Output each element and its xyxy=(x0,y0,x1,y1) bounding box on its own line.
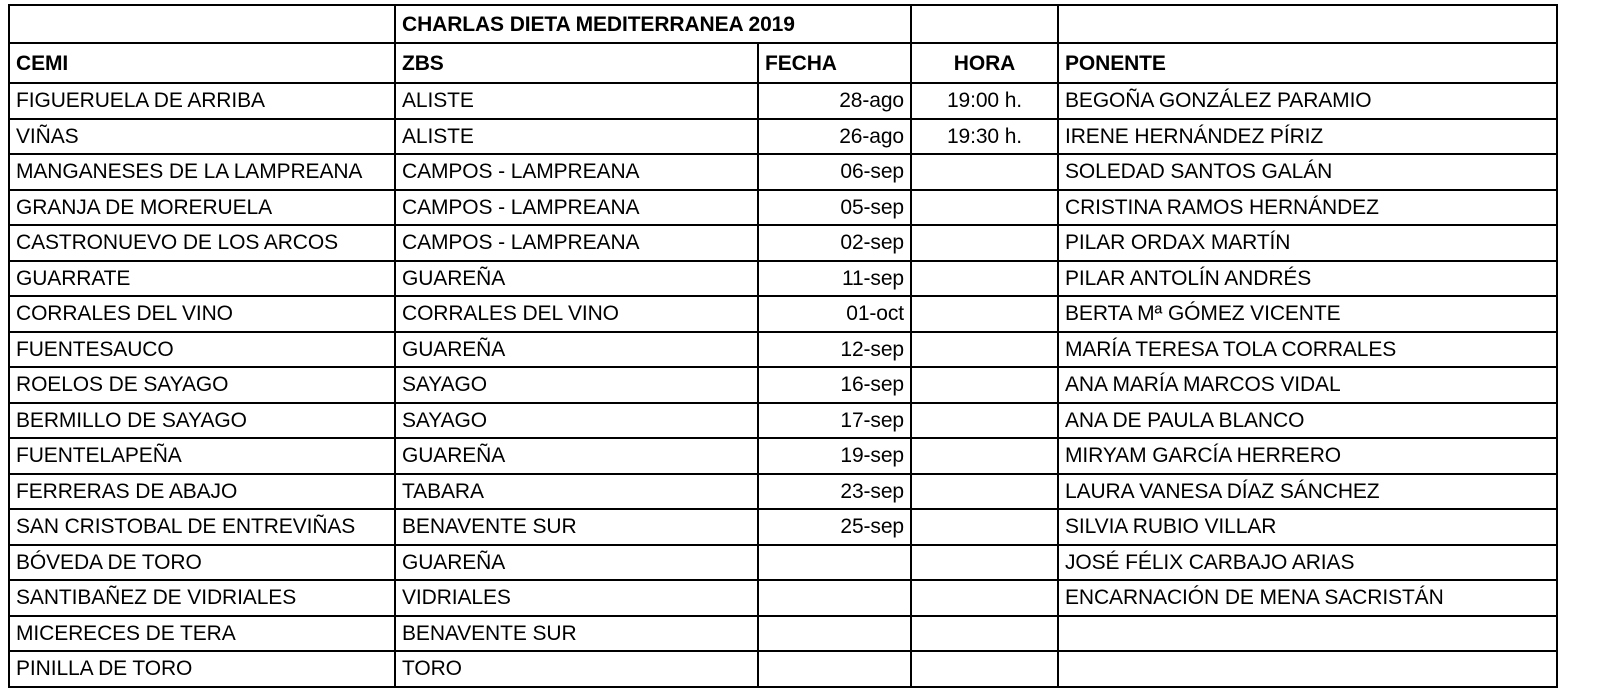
column-header-zbs: ZBS xyxy=(395,43,758,83)
cell-fecha[interactable]: 05-sep xyxy=(758,190,911,226)
cell-zbs[interactable]: GUAREÑA xyxy=(395,261,758,297)
cell-zbs[interactable]: SAYAGO xyxy=(395,403,758,439)
cell-hora[interactable] xyxy=(911,367,1058,403)
cell-ponente[interactable]: PILAR ANTOLÍN ANDRÉS xyxy=(1058,261,1557,297)
cell-zbs[interactable]: CAMPOS - LAMPREANA xyxy=(395,190,758,226)
cell-zbs[interactable]: SAYAGO xyxy=(395,367,758,403)
cell-fecha[interactable]: 06-sep xyxy=(758,154,911,190)
cell-cemi[interactable]: SAN CRISTOBAL DE ENTREVIÑAS xyxy=(9,509,395,545)
cell-cemi[interactable]: GRANJA DE MORERUELA xyxy=(9,190,395,226)
cell-cemi[interactable]: FIGUERUELA DE ARRIBA xyxy=(9,83,395,119)
cell-ponente[interactable]: LAURA VANESA DÍAZ SÁNCHEZ xyxy=(1058,474,1557,510)
cell-cemi[interactable]: BERMILLO DE SAYAGO xyxy=(9,403,395,439)
cell-hora[interactable] xyxy=(911,651,1058,687)
cell-zbs[interactable]: ALISTE xyxy=(395,119,758,155)
cell-fecha[interactable] xyxy=(758,651,911,687)
cell-zbs[interactable]: GUAREÑA xyxy=(395,438,758,474)
cell-hora[interactable] xyxy=(911,154,1058,190)
cell-ponente[interactable]: SOLEDAD SANTOS GALÁN xyxy=(1058,154,1557,190)
cell-zbs[interactable]: GUAREÑA xyxy=(395,332,758,368)
column-header-hora: HORA xyxy=(911,43,1058,83)
table-row xyxy=(9,403,1557,439)
cell-ponente[interactable]: CRISTINA RAMOS HERNÁNDEZ xyxy=(1058,190,1557,226)
cell-zbs[interactable]: BENAVENTE SUR xyxy=(395,509,758,545)
title-row-empty-hora[interactable] xyxy=(911,5,1058,43)
cell-cemi[interactable]: ROELOS DE SAYAGO xyxy=(9,367,395,403)
cell-fecha[interactable]: 12-sep xyxy=(758,332,911,368)
cell-hora[interactable] xyxy=(911,580,1058,616)
cell-hora[interactable] xyxy=(911,332,1058,368)
cell-zbs[interactable]: VIDRIALES xyxy=(395,580,758,616)
cell-fecha[interactable]: 25-sep xyxy=(758,509,911,545)
cell-fecha[interactable]: 19-sep xyxy=(758,438,911,474)
table-row xyxy=(9,616,1557,652)
cell-ponente[interactable]: IRENE HERNÁNDEZ PÍRIZ xyxy=(1058,119,1557,155)
cell-cemi[interactable]: CORRALES DEL VINO xyxy=(9,296,395,332)
cell-fecha[interactable]: 28-ago xyxy=(758,83,911,119)
cell-zbs[interactable]: TABARA xyxy=(395,474,758,510)
document-title: CHARLAS DIETA MEDITERRANEA 2019 xyxy=(395,5,911,43)
table-row xyxy=(9,367,1557,403)
cell-hora[interactable] xyxy=(911,438,1058,474)
cell-ponente[interactable] xyxy=(1058,616,1557,652)
cell-hora[interactable]: 19:00 h. xyxy=(911,83,1058,119)
table-row xyxy=(9,225,1557,261)
cell-fecha[interactable]: 11-sep xyxy=(758,261,911,297)
cell-ponente[interactable]: SILVIA RUBIO VILLAR xyxy=(1058,509,1557,545)
cell-hora[interactable] xyxy=(911,474,1058,510)
cell-hora[interactable] xyxy=(911,296,1058,332)
cell-cemi[interactable]: CASTRONUEVO DE LOS ARCOS xyxy=(9,225,395,261)
cell-hora[interactable] xyxy=(911,509,1058,545)
cell-fecha[interactable] xyxy=(758,545,911,581)
cell-hora[interactable] xyxy=(911,616,1058,652)
table-row xyxy=(9,580,1557,616)
schedule-table xyxy=(8,4,1558,688)
cell-zbs[interactable]: CAMPOS - LAMPREANA xyxy=(395,154,758,190)
cell-ponente[interactable]: ANA MARÍA MARCOS VIDAL xyxy=(1058,367,1557,403)
table-row xyxy=(9,154,1557,190)
table-row xyxy=(9,438,1557,474)
cell-fecha[interactable]: 16-sep xyxy=(758,367,911,403)
cell-zbs[interactable]: BENAVENTE SUR xyxy=(395,616,758,652)
column-header-ponente: PONENTE xyxy=(1058,43,1557,83)
cell-fecha[interactable] xyxy=(758,616,911,652)
cell-hora[interactable] xyxy=(911,403,1058,439)
table-row xyxy=(9,651,1557,687)
table-row xyxy=(9,190,1557,226)
cell-cemi[interactable]: MICERECES DE TERA xyxy=(9,616,395,652)
cell-ponente[interactable]: BERTA Mª GÓMEZ VICENTE xyxy=(1058,296,1557,332)
cell-zbs[interactable]: ALISTE xyxy=(395,83,758,119)
title-row-empty-cemi[interactable] xyxy=(9,5,395,43)
cell-cemi[interactable]: VIÑAS xyxy=(9,119,395,155)
column-header-fecha: FECHA xyxy=(758,43,911,83)
table-header-row xyxy=(9,43,1557,83)
cell-cemi[interactable]: FUENTESAUCO xyxy=(9,332,395,368)
title-row xyxy=(9,5,1557,43)
cell-cemi[interactable]: MANGANESES DE LA LAMPREANA xyxy=(9,154,395,190)
cell-hora[interactable] xyxy=(911,225,1058,261)
cell-ponente[interactable]: MIRYAM GARCÍA HERRERO xyxy=(1058,438,1557,474)
cell-fecha[interactable]: 17-sep xyxy=(758,403,911,439)
column-header-cemi: CEMI xyxy=(9,43,395,83)
cell-cemi[interactable]: GUARRATE xyxy=(9,261,395,297)
cell-fecha[interactable]: 26-ago xyxy=(758,119,911,155)
cell-ponente[interactable] xyxy=(1058,651,1557,687)
table-row xyxy=(9,545,1557,581)
table-row xyxy=(9,261,1557,297)
cell-hora[interactable]: 19:30 h. xyxy=(911,119,1058,155)
cell-fecha[interactable] xyxy=(758,580,911,616)
table-row xyxy=(9,474,1557,510)
cell-zbs[interactable]: GUAREÑA xyxy=(395,545,758,581)
cell-cemi[interactable]: PINILLA DE TORO xyxy=(9,651,395,687)
table-body xyxy=(9,5,1557,687)
cell-ponente[interactable]: PILAR ORDAX MARTÍN xyxy=(1058,225,1557,261)
cell-hora[interactable] xyxy=(911,545,1058,581)
cell-ponente[interactable]: ENCARNACIÓN DE MENA SACRISTÁN xyxy=(1058,580,1557,616)
cell-ponente[interactable]: MARÍA TERESA TOLA CORRALES xyxy=(1058,332,1557,368)
cell-hora[interactable] xyxy=(911,190,1058,226)
cell-fecha[interactable]: 01-oct xyxy=(758,296,911,332)
table-row xyxy=(9,509,1557,545)
table-row xyxy=(9,296,1557,332)
cell-cemi[interactable]: FERRERAS DE ABAJO xyxy=(9,474,395,510)
cell-hora[interactable] xyxy=(911,261,1058,297)
cell-ponente[interactable]: JOSÉ FÉLIX CARBAJO ARIAS xyxy=(1058,545,1557,581)
table-row xyxy=(9,332,1557,368)
title-row-empty-ponente[interactable] xyxy=(1058,5,1557,43)
table-row xyxy=(9,83,1557,119)
cell-fecha[interactable]: 23-sep xyxy=(758,474,911,510)
cell-ponente[interactable]: BEGOÑA GONZÁLEZ PARAMIO xyxy=(1058,83,1557,119)
cell-cemi[interactable]: BÓVEDA DE TORO xyxy=(9,545,395,581)
cell-cemi[interactable]: SANTIBAÑEZ DE VIDRIALES xyxy=(9,580,395,616)
table-row xyxy=(9,119,1557,155)
cell-zbs[interactable]: CORRALES DEL VINO xyxy=(395,296,758,332)
cell-ponente[interactable]: ANA DE PAULA BLANCO xyxy=(1058,403,1557,439)
cell-fecha[interactable]: 02-sep xyxy=(758,225,911,261)
cell-zbs[interactable]: TORO xyxy=(395,651,758,687)
cell-zbs[interactable]: CAMPOS - LAMPREANA xyxy=(395,225,758,261)
cell-cemi[interactable]: FUENTELAPEÑA xyxy=(9,438,395,474)
